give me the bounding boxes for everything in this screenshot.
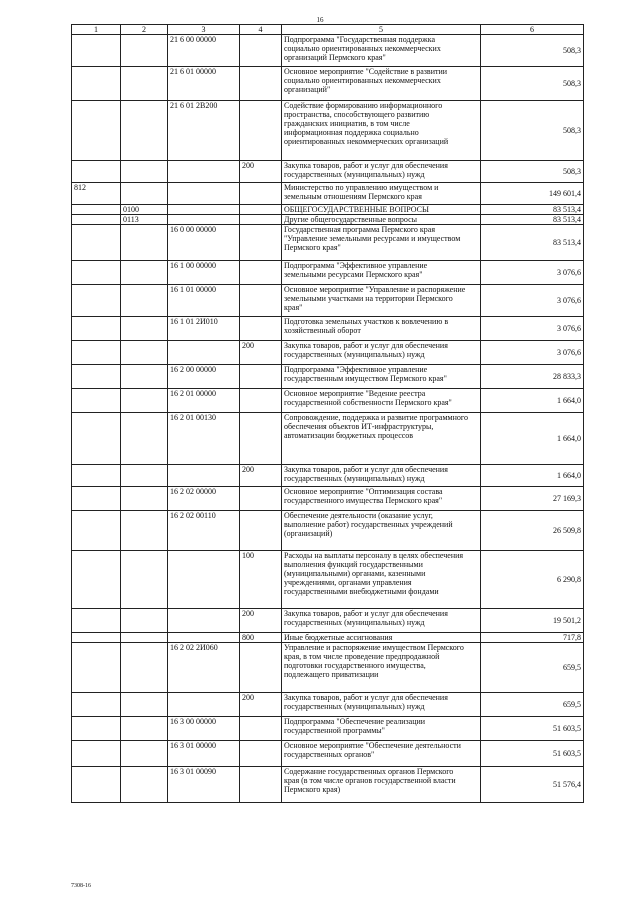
target-article-cell xyxy=(168,465,240,487)
sum-cell: 51 603,5 xyxy=(481,717,584,741)
sum-cell: 3 076,6 xyxy=(481,317,584,341)
sum-cell: 83 513,4 xyxy=(481,205,584,215)
target-article-cell xyxy=(168,205,240,215)
ministry-code-cell xyxy=(72,225,121,261)
sum-cell: 26 509,8 xyxy=(481,511,584,551)
expense-type-cell xyxy=(240,225,282,261)
ministry-code-cell xyxy=(72,511,121,551)
expense-type-cell xyxy=(240,511,282,551)
description-cell: Закупка товаров, работ и услуг для обеспечения государственных (муниципальных) нужд xyxy=(282,609,481,633)
expense-type-cell xyxy=(240,67,282,101)
description-cell: Подпрограмма "Государственная поддержка социально ориентированных некоммерческих организаций Пермского края" xyxy=(282,35,481,67)
table-row xyxy=(72,413,584,465)
sum-cell: 659,5 xyxy=(481,693,584,717)
sum-cell: 27 169,3 xyxy=(481,487,584,511)
section-code-cell xyxy=(121,487,168,511)
expense-type-cell xyxy=(240,205,282,215)
expense-type-cell xyxy=(240,261,282,285)
expense-type-cell: 200 xyxy=(240,693,282,717)
expense-type-cell xyxy=(240,183,282,205)
section-code-cell xyxy=(121,183,168,205)
table-row xyxy=(72,511,584,551)
target-article-cell: 16 1 01 2И010 xyxy=(168,317,240,341)
header-col-1: 1 xyxy=(72,25,121,35)
description-cell: Основное мероприятие "Обеспечение деятельности государственных органов" xyxy=(282,741,481,767)
table-row xyxy=(72,261,584,285)
sum-cell: 508,3 xyxy=(481,101,584,161)
ministry-code-cell xyxy=(72,101,121,161)
ministry-code-cell xyxy=(72,67,121,101)
ministry-code-cell xyxy=(72,215,121,225)
sum-cell: 508,3 xyxy=(481,161,584,183)
sum-cell: 717,8 xyxy=(481,633,584,643)
target-article-cell xyxy=(168,693,240,717)
ministry-code-cell xyxy=(72,633,121,643)
target-article-cell: 16 2 01 00130 xyxy=(168,413,240,465)
description-cell: Обеспечение деятельности (оказание услуг, выполнение работ) государственных учреждений (организаций) xyxy=(282,511,481,551)
ministry-code-cell xyxy=(72,551,121,609)
table-row xyxy=(72,225,584,261)
ministry-code-cell xyxy=(72,487,121,511)
table-row xyxy=(72,67,584,101)
expense-type-cell: 200 xyxy=(240,161,282,183)
description-cell: Министерство по управлению имуществом и земельным отношениям Пермского края xyxy=(282,183,481,205)
ministry-code-cell xyxy=(72,261,121,285)
sum-cell: 508,3 xyxy=(481,67,584,101)
expense-type-cell xyxy=(240,215,282,225)
description-cell: Закупка товаров, работ и услуг для обеспечения государственных (муниципальных) нужд xyxy=(282,465,481,487)
description-cell: Управление и распоряжение имуществом Пермского края, в том числе проведение предпродажной подготовки государственного имущества, подлежащего приватизации xyxy=(282,643,481,693)
ministry-code-cell xyxy=(72,465,121,487)
table-row xyxy=(72,717,584,741)
section-code-cell xyxy=(121,101,168,161)
target-article-cell: 16 2 00 00000 xyxy=(168,365,240,389)
target-article-cell: 16 2 02 00000 xyxy=(168,487,240,511)
sum-cell: 3 076,6 xyxy=(481,261,584,285)
target-article-cell: 16 1 01 00000 xyxy=(168,285,240,317)
target-article-cell xyxy=(168,609,240,633)
section-code-cell xyxy=(121,643,168,693)
expense-type-cell xyxy=(240,741,282,767)
target-article-cell: 16 3 01 00000 xyxy=(168,741,240,767)
table-row xyxy=(72,205,584,215)
target-article-cell xyxy=(168,161,240,183)
description-cell: Содействие формированию информационного пространства, способствующего развитию гражданских инициатив, в том числе информационная поддержка социально ориентированных некоммерческих организаций xyxy=(282,101,481,161)
table-row xyxy=(72,101,584,161)
expense-type-cell xyxy=(240,389,282,413)
target-article-cell: 21 6 00 00000 xyxy=(168,35,240,67)
sum-cell: 659,5 xyxy=(481,643,584,693)
expense-type-cell: 200 xyxy=(240,341,282,365)
description-cell: Подпрограмма "Эффективное управление земельными ресурсами Пермского края" xyxy=(282,261,481,285)
header-col-6: 6 xyxy=(481,25,584,35)
ministry-code-cell: 812 xyxy=(72,183,121,205)
section-code-cell xyxy=(121,465,168,487)
section-code-cell xyxy=(121,341,168,365)
sum-cell: 1 664,0 xyxy=(481,389,584,413)
description-cell: Подготовка земельных участков к вовлечению в хозяйственный оборот xyxy=(282,317,481,341)
description-cell: Другие общегосударственные вопросы xyxy=(282,215,481,225)
description-cell: Основное мероприятие "Управление и распоряжение земельными участками на территории Пермского края" xyxy=(282,285,481,317)
section-code-cell xyxy=(121,511,168,551)
section-code-cell xyxy=(121,261,168,285)
ministry-code-cell xyxy=(72,413,121,465)
expense-type-cell xyxy=(240,413,282,465)
header-col-3: 3 xyxy=(168,25,240,35)
expense-type-cell xyxy=(240,35,282,67)
expense-type-cell xyxy=(240,487,282,511)
expense-type-cell: 800 xyxy=(240,633,282,643)
page-number: 16 xyxy=(316,16,324,24)
ministry-code-cell xyxy=(72,693,121,717)
section-code-cell xyxy=(121,633,168,643)
target-article-cell: 16 2 01 00000 xyxy=(168,389,240,413)
target-article-cell xyxy=(168,633,240,643)
table-row xyxy=(72,365,584,389)
table-row xyxy=(72,633,584,643)
footer-code: 7308-16 xyxy=(71,883,91,889)
target-article-cell: 21 6 01 00000 xyxy=(168,67,240,101)
description-cell: Расходы на выплаты персоналу в целях обеспечения выполнения функций государственными (муниципальными) органами, казенными учреждениями, органами управления государственными внебюджетными фондами xyxy=(282,551,481,609)
section-code-cell xyxy=(121,551,168,609)
table-row xyxy=(72,487,584,511)
ministry-code-cell xyxy=(72,643,121,693)
ministry-code-cell xyxy=(72,717,121,741)
expense-type-cell xyxy=(240,767,282,803)
target-article-cell xyxy=(168,183,240,205)
sum-cell: 149 601,4 xyxy=(481,183,584,205)
table-row xyxy=(72,341,584,365)
table-row xyxy=(72,317,584,341)
section-code-cell xyxy=(121,35,168,67)
description-cell: Подпрограмма "Эффективное управление государственным имуществом Пермского края" xyxy=(282,365,481,389)
ministry-code-cell xyxy=(72,35,121,67)
expense-type-cell xyxy=(240,643,282,693)
sum-cell: 51 576,4 xyxy=(481,767,584,803)
section-code-cell xyxy=(121,317,168,341)
expense-type-cell xyxy=(240,101,282,161)
budget-table xyxy=(71,24,584,803)
description-cell: Иные бюджетные ассигнования xyxy=(282,633,481,643)
description-cell: Содержание государственных органов Пермского края (в том числе органов государственной власти Пермского края) xyxy=(282,767,481,803)
sum-cell: 19 501,2 xyxy=(481,609,584,633)
target-article-cell xyxy=(168,341,240,365)
sum-cell: 3 076,6 xyxy=(481,341,584,365)
ministry-code-cell xyxy=(72,205,121,215)
section-code-cell xyxy=(121,365,168,389)
target-article-cell: 16 3 00 00000 xyxy=(168,717,240,741)
description-cell: Подпрограмма "Обеспечение реализации государственной программы" xyxy=(282,717,481,741)
sum-cell: 1 664,0 xyxy=(481,465,584,487)
table-row xyxy=(72,767,584,803)
sum-cell: 3 076,6 xyxy=(481,285,584,317)
section-code-cell xyxy=(121,67,168,101)
table-row xyxy=(72,183,584,205)
section-code-cell xyxy=(121,717,168,741)
expense-type-cell xyxy=(240,285,282,317)
table-row xyxy=(72,285,584,317)
section-code-cell xyxy=(121,161,168,183)
section-code-cell xyxy=(121,741,168,767)
table-row xyxy=(72,35,584,67)
ministry-code-cell xyxy=(72,285,121,317)
target-article-cell xyxy=(168,215,240,225)
table-row xyxy=(72,215,584,225)
table-row xyxy=(72,741,584,767)
target-article-cell: 16 1 00 00000 xyxy=(168,261,240,285)
section-code-cell xyxy=(121,413,168,465)
sum-cell: 6 290,8 xyxy=(481,551,584,609)
section-code-cell xyxy=(121,389,168,413)
expense-type-cell xyxy=(240,365,282,389)
ministry-code-cell xyxy=(72,161,121,183)
description-cell: Основное мероприятие "Оптимизация состава государственного имущества Пермского края" xyxy=(282,487,481,511)
table-row xyxy=(72,551,584,609)
expense-type-cell xyxy=(240,317,282,341)
target-article-cell: 16 0 00 00000 xyxy=(168,225,240,261)
ministry-code-cell xyxy=(72,767,121,803)
description-cell: Основное мероприятие "Ведение реестра государственной собственности Пермского края" xyxy=(282,389,481,413)
table-header-row xyxy=(72,25,584,35)
sum-cell: 508,3 xyxy=(481,35,584,67)
description-cell: Государственная программа Пермского края "Управление земельными ресурсами и имуществом Пермского края" xyxy=(282,225,481,261)
target-article-cell: 16 2 02 2И060 xyxy=(168,643,240,693)
section-code-cell xyxy=(121,285,168,317)
description-cell: ОБЩЕГОСУДАРСТВЕННЫЕ ВОПРОСЫ xyxy=(282,205,481,215)
expense-type-cell: 200 xyxy=(240,465,282,487)
sum-cell: 83 513,4 xyxy=(481,215,584,225)
header-col-2: 2 xyxy=(121,25,168,35)
ministry-code-cell xyxy=(72,365,121,389)
ministry-code-cell xyxy=(72,341,121,365)
ministry-code-cell xyxy=(72,609,121,633)
expense-type-cell: 200 xyxy=(240,609,282,633)
section-code-cell: 0113 xyxy=(121,215,168,225)
sum-cell: 51 603,5 xyxy=(481,741,584,767)
description-cell: Закупка товаров, работ и услуг для обеспечения государственных (муниципальных) нужд xyxy=(282,161,481,183)
ministry-code-cell xyxy=(72,317,121,341)
target-article-cell: 16 3 01 00090 xyxy=(168,767,240,803)
target-article-cell: 21 6 01 2В200 xyxy=(168,101,240,161)
expense-type-cell: 100 xyxy=(240,551,282,609)
target-article-cell: 16 2 02 00110 xyxy=(168,511,240,551)
table-row xyxy=(72,389,584,413)
table-row xyxy=(72,161,584,183)
description-cell: Основное мероприятие "Содействие в развитии социально ориентированных некоммерческих организаций" xyxy=(282,67,481,101)
sum-cell: 28 833,3 xyxy=(481,365,584,389)
section-code-cell: 0100 xyxy=(121,205,168,215)
ministry-code-cell xyxy=(72,741,121,767)
table-row xyxy=(72,693,584,717)
ministry-code-cell xyxy=(72,389,121,413)
table-row xyxy=(72,643,584,693)
target-article-cell xyxy=(168,551,240,609)
table-row xyxy=(72,609,584,633)
header-col-4: 4 xyxy=(240,25,282,35)
header-col-5: 5 xyxy=(282,25,481,35)
description-cell: Закупка товаров, работ и услуг для обеспечения государственных (муниципальных) нужд xyxy=(282,693,481,717)
section-code-cell xyxy=(121,693,168,717)
section-code-cell xyxy=(121,767,168,803)
expense-type-cell xyxy=(240,717,282,741)
table-row xyxy=(72,465,584,487)
section-code-cell xyxy=(121,225,168,261)
sum-cell: 83 513,4 xyxy=(481,225,584,261)
description-cell: Сопровождение, поддержка и развитие программного обеспечения объектов ИТ-инфраструктуры, автоматизации бюджетных процессов xyxy=(282,413,481,465)
section-code-cell xyxy=(121,609,168,633)
sum-cell: 1 664,0 xyxy=(481,413,584,465)
description-cell: Закупка товаров, работ и услуг для обеспечения государственных (муниципальных) нужд xyxy=(282,341,481,365)
